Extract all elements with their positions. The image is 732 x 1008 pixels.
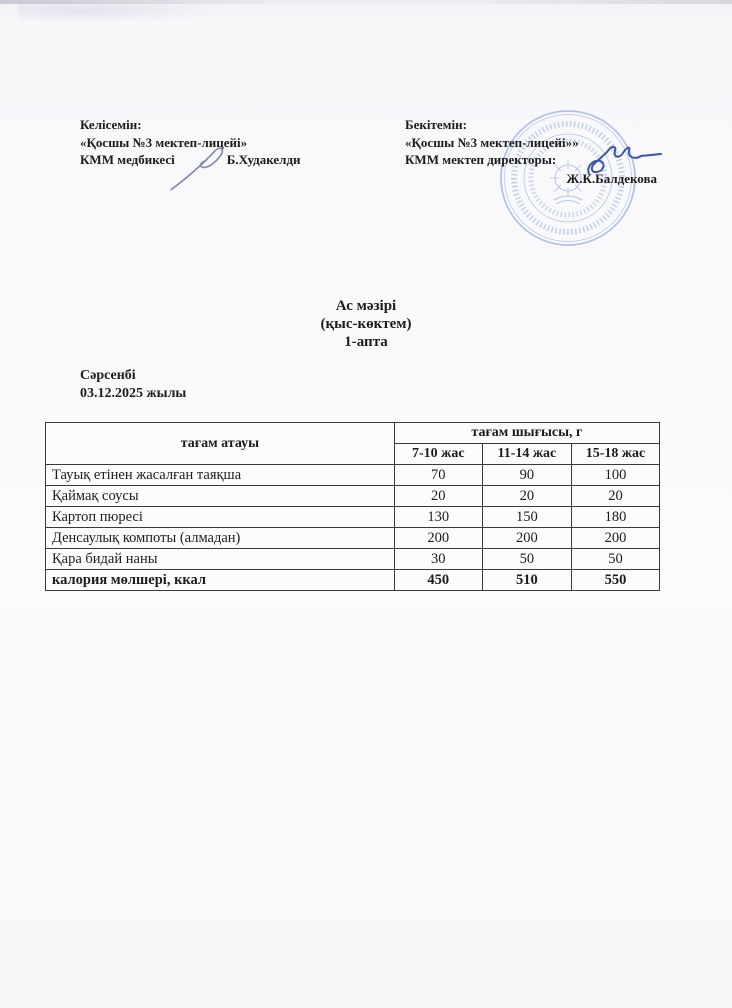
dish-name: Денсаулық компоты (алмадан) [46,528,395,549]
table-row [46,528,660,549]
dish-value: 130 [394,507,482,528]
director-name: Ж.К.Балдекова [566,170,657,186]
document-title [0,297,732,351]
dish-value: 20 [394,486,482,507]
approval-school-name: «Қосшы №3 мектеп-лицейі»» [405,134,579,150]
dish-name: Қара бидай наны [46,549,395,570]
dish-value: 50 [482,549,571,570]
dish-value: 180 [572,507,660,528]
dish-name: Тауық етінен жасалған таяқша [46,465,395,486]
dish-value: 30 [394,549,482,570]
director-role: КММ мектеп директоры: [405,152,557,167]
table-header-row-1 [46,423,660,444]
agreement-block [80,116,380,169]
age-header-11-14: 11-14 жас [482,444,571,465]
table-row [46,507,660,528]
nurse-role: КММ медбикесі [80,152,175,167]
output-group-header: тағам шығысы, г [394,423,659,444]
title-line-3: 1-апта [344,334,388,350]
calories-value: 450 [394,570,482,591]
nurse-signature [168,141,240,193]
date-line: 03.12.2025 жылы [80,386,187,401]
dish-column-header: тағам атауы [46,423,395,465]
nurse-name: Б.Худакелди [226,152,301,167]
dish-value: 50 [572,549,660,570]
dish-value: 20 [572,486,660,507]
weekday: Сәрсенбі [80,368,136,383]
dish-value: 200 [394,528,482,549]
scan-smudge [18,2,228,24]
dish-value: 70 [394,465,482,486]
dish-value: 100 [572,465,660,486]
table-row [46,549,660,570]
director-signature-row [405,151,667,169]
table-row [46,486,660,507]
table-row [46,465,660,486]
approval-label: Бекітемін: [405,117,467,132]
calories-value: 550 [572,570,660,591]
calories-value: 510 [482,570,571,591]
age-header-15-18: 15-18 жас [572,444,660,465]
dish-name: Картоп пюресі [46,507,395,528]
nurse-signature-row [80,151,380,169]
dish-value: 200 [482,528,571,549]
dish-name: Қаймақ соусы [46,486,395,507]
dish-value: 90 [482,465,571,486]
title-line-2: (қыс-көктем) [320,316,412,332]
menu-table [45,422,660,591]
dish-value: 200 [572,528,660,549]
agreement-label: Келісемін: [80,117,142,132]
approval-block [405,116,667,187]
age-header-7-10: 7-10 жас [394,444,482,465]
director-signature [583,134,667,182]
title-line-1: Ас мәзірі [335,298,397,314]
calories-total-row [46,570,660,591]
dish-value: 150 [482,507,571,528]
calories-label: калория мөлшері, ккал [46,570,395,591]
date-block [80,367,186,403]
dish-value: 20 [482,486,571,507]
agreement-school-name: «Қосшы №3 мектеп-лицейі» [80,134,248,150]
